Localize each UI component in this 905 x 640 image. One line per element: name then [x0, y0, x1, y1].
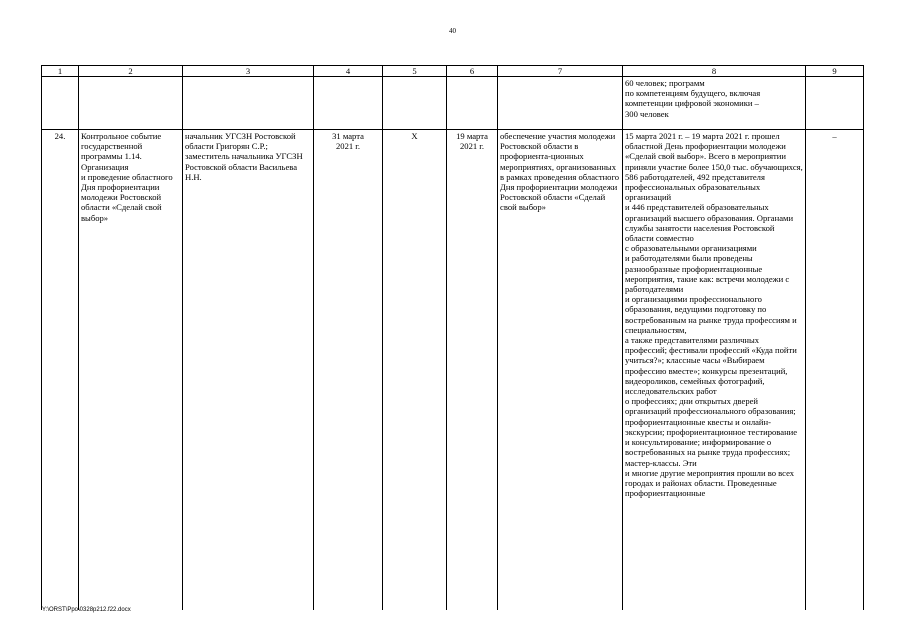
- column-number-row: [42, 66, 864, 77]
- table-cell: Х: [383, 130, 447, 610]
- table-cell: [314, 77, 383, 130]
- planned-date-cell: 31 марта 2021 г.: [314, 130, 383, 610]
- table-cell: [383, 77, 447, 130]
- row-number: 24.: [42, 130, 79, 610]
- responsible-cell: начальник УГСЗН Ростовской области Григорян С.Р.; заместитель начальника УГСЗН Ростовской области Васильева Н.Н.: [183, 130, 314, 610]
- report-table: [41, 65, 864, 610]
- event-name-cell: Контрольное событие государственной программы 1.14. Организация и проведение областного Дня профориентации молодежи Ростовской области «Сделай свой выбор»: [79, 130, 183, 610]
- footer-file-path: Y:\ORST\Ppo\0328p212.f22.docx: [42, 607, 131, 613]
- column-number: 7: [498, 66, 623, 77]
- column-number: 9: [806, 66, 864, 77]
- table-row: [42, 77, 864, 130]
- actual-date-cell: 19 марта 2021 г.: [447, 130, 498, 610]
- table-cell: [42, 77, 79, 130]
- table-cell: –: [806, 130, 864, 610]
- column-number: 3: [183, 66, 314, 77]
- page-number: 40: [449, 27, 456, 35]
- table-cell: [79, 77, 183, 130]
- expected-result-cell: обеспечение участия молодежи Ростовской области в профориента-ционных мероприятиях, организованных в рамках проведения областного Дня профориентации молодежи Ростовской области «Сделай свой выбор»: [498, 130, 623, 610]
- table-cell: 60 человек; программ по компетенциям будущего, включая компетенции цифровой экономики – 300 человек: [623, 77, 806, 130]
- column-number: 2: [79, 66, 183, 77]
- column-number: 4: [314, 66, 383, 77]
- table-cell: [498, 77, 623, 130]
- column-number: 6: [447, 66, 498, 77]
- table-cell: [183, 77, 314, 130]
- table-row: [42, 130, 864, 610]
- table-cell: [806, 77, 864, 130]
- column-number: 1: [42, 66, 79, 77]
- actual-result-cell: 15 марта 2021 г. – 19 марта 2021 г. прошел областной День профориентации молодежи «Сделай свой выбор». Всего в мероприятии приняли участие более 150,0 тыс. обучающихся, 586 работодателей, 492 представителя профессиональных образовательных организаций и 446 представителей образовательных организаций высшего образования. Органами службы занятости населения Ростовской области совместно с образовательными организациями и работодателями были проведены разнообразные профориентационные мероприятия, такие как: встречи молодежи с работодателями и организациями профессионального образования, ведущими подготовку по востребованным на рынке труда профессиям и специальностям, а также представителями различных профессий; фестивали профессий «Куда пойти учиться?»; классные часы «Выбираем профессию вместе»; конкурсы презентаций, видеороликов, семейных фотографий, исследовательских работ о профессиях; дни открытых дверей организаций профессионального образования; профориентационные квесты и онлайн-экскурсии; профориентационное тестирование и консультирование; информирование о востребованных на рынке труда профессиях; мастер-классы. Эти и многие другие мероприятия прошли во всех городах и районах области. Проведенные профориентационные: [623, 130, 806, 610]
- column-number: 5: [383, 66, 447, 77]
- column-number: 8: [623, 66, 806, 77]
- table-cell: [447, 77, 498, 130]
